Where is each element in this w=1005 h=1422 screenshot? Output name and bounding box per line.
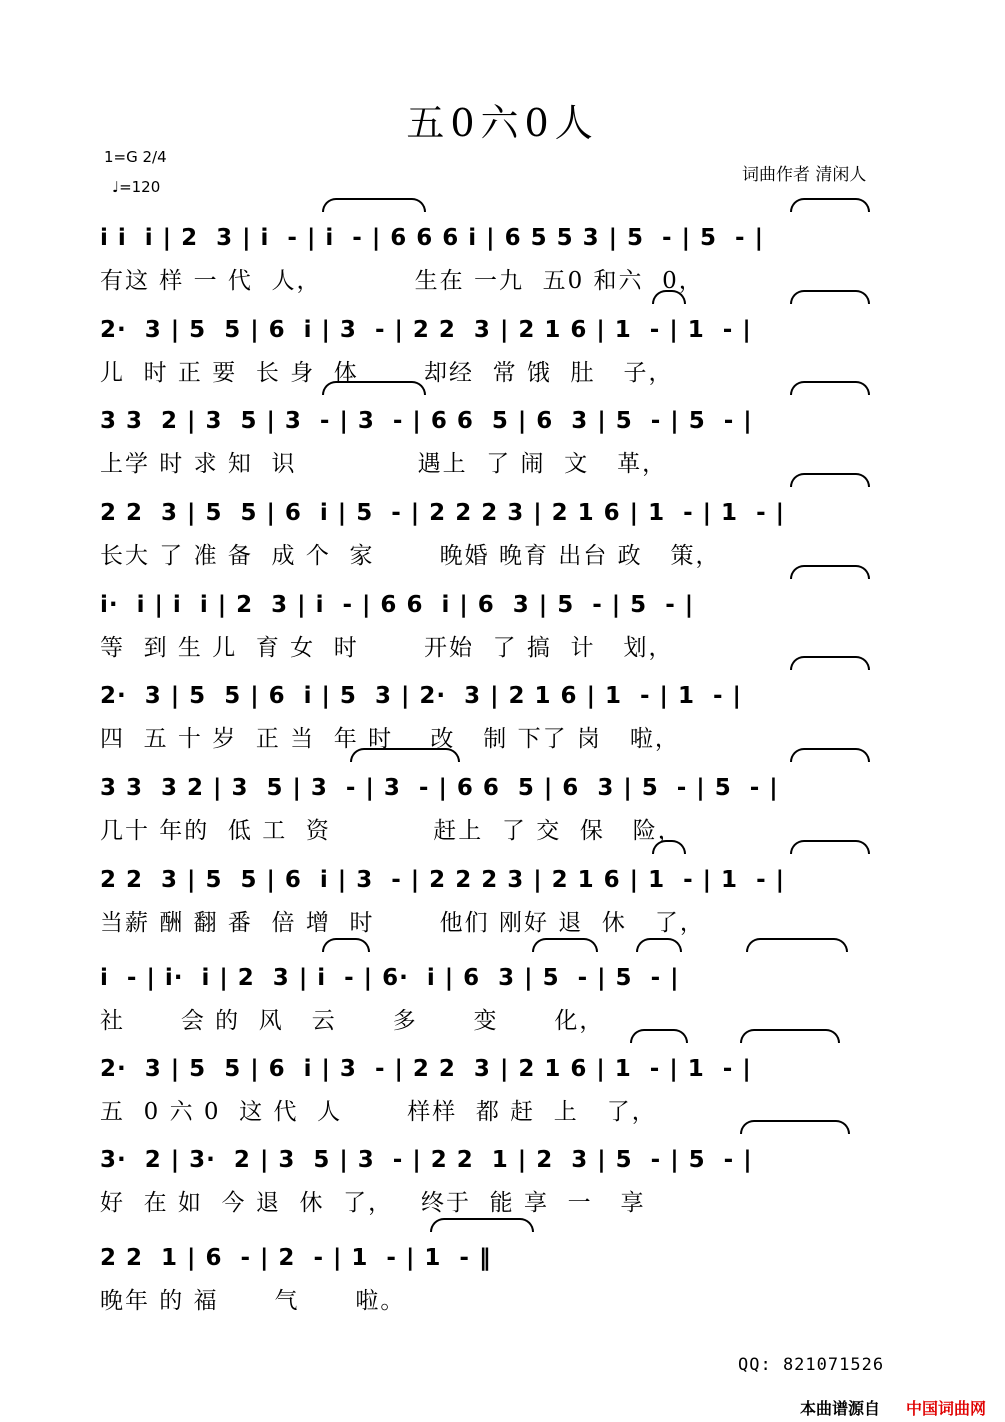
lyric-line: 儿 时 正 要 长 身 体 却经 常 饿 肚 子， (100, 360, 674, 386)
lyric-line: 等 到 生 儿 育 女 时 开始 了 搞 计 划， (100, 635, 674, 661)
score-system (0, 958, 1005, 1050)
score-system (0, 1049, 1005, 1141)
notation-line: 2 2 1 | 6 - | 2 - | 1 - | 1 - ‖ (100, 1245, 492, 1271)
notation-line: 2· 3 | 5 5 | 6 i | 5 3 | 2· 3 | 2 1 6 | 1 - | 1 - | (100, 683, 742, 709)
score-system (0, 1238, 1005, 1330)
page-title: 五0六0人 (406, 101, 599, 145)
site-name: 中国词曲网 (906, 1399, 987, 1418)
notation-line: 3 3 2 | 3 5 | 3 - | 3 - | 6 6 5 | 6 3 | 5 - | 5 - | (100, 408, 753, 434)
lyric-line: 有这 样 一 代 人， 生在 一九 五0 和六 0， (100, 268, 704, 294)
notation-line: i - | i· i | 2 3 | i - | 6· i | 6 3 | 5 - | 5 - | (100, 965, 680, 991)
key-signature: 1=G 2/4 (104, 148, 167, 166)
lyric-line: 几十 年的 低 工 资 赶上 了 交 保 险， (100, 818, 683, 844)
lyric-line: 四 五 十 岁 正 当 年 时 改 制 下了 岗 啦， (100, 726, 680, 752)
lyric-line: 当薪 酬 翻 番 倍 增 时 他们 刚好 退 休 了， (100, 910, 705, 936)
lyric-line: 晚年 的 福 气 啦。 (100, 1288, 406, 1314)
source-label: 本曲谱源自 (800, 1399, 881, 1418)
tempo-marking: ♩=120 (112, 178, 161, 196)
notation-line: 2· 3 | 5 5 | 6 i | 3 - | 2 2 3 | 2 1 6 | 1 - | 1 - | (100, 1056, 752, 1082)
notation-line: i· i | i i | 2 3 | i - | 6 6 i | 6 3 | 5 - | 5 - | (100, 592, 695, 618)
qq-contact: QQ: 821071526 (738, 1355, 885, 1375)
author-credit: 词曲作者 清闲人 (742, 165, 867, 185)
score-system (0, 860, 1005, 952)
notation-line: 3· 2 | 3· 2 | 3 5 | 3 - | 2 2 1 | 2 3 | 5 - | 5 - | (100, 1147, 753, 1173)
notation-line: i i i | 2 3 | i - | i - | 6 6 6 i | 6 5 5 3 | 5 - | 5 - | (100, 225, 764, 251)
lyric-line: 好 在 如 今 退 休 了， 终于 能 享 一 享 (100, 1190, 646, 1216)
lyric-line: 社 会 的 风 云 多 变 化， (100, 1008, 605, 1034)
notation-line: 2· 3 | 5 5 | 6 i | 3 - | 2 2 3 | 2 1 6 | 1 - | 1 - | (100, 317, 752, 343)
notation-line: 3 3 3 2 | 3 5 | 3 - | 3 - | 6 6 5 | 6 3 | 5 - | 5 - | (100, 775, 779, 801)
lyric-line: 长大 了 准 备 成 个 家 晚婚 晚育 出台 政 策， (100, 543, 721, 569)
notation-line: 2 2 3 | 5 5 | 6 i | 3 - | 2 2 2 3 | 2 1 6 | 1 - | 1 - | (100, 867, 786, 893)
lyric-line: 五 0 六 0 这 代 人 样样 都 赶 上 了， (100, 1099, 657, 1125)
notation-line: 2 2 3 | 5 5 | 6 i | 5 - | 2 2 2 3 | 2 1 6 | 1 - | 1 - | (100, 500, 786, 526)
lyric-line: 上学 时 求 知 识 遇上 了 闹 文 革， (100, 451, 668, 477)
